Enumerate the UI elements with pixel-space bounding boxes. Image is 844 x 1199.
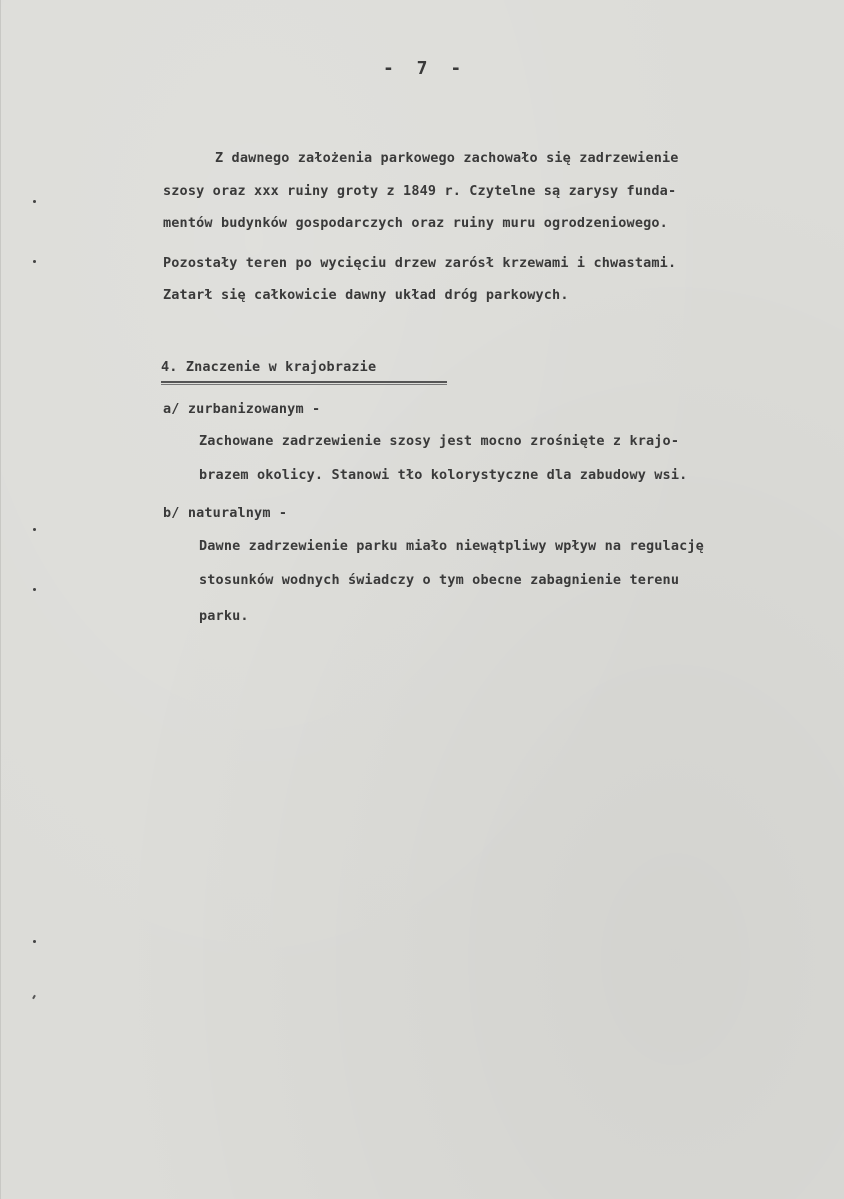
margin-speck <box>33 200 36 203</box>
section-heading: 4. Znaczenie w krajobrazie <box>161 359 377 375</box>
paragraph-line: Z dawnego założenia parkowego zachowało się zadrzewienie <box>215 150 679 166</box>
paragraph-line: szosy oraz xxx ruiny groty z 1849 r. Czytelne są zarysy funda- <box>163 183 677 199</box>
item-a-line: Zachowane zadrzewienie szosy jest mocno zrośnięte z krajo- <box>199 433 680 449</box>
item-b-line: stosunków wodnych świadczy o tym obecne zabagnienie terenu <box>199 572 680 588</box>
item-b-line: Dawne zadrzewienie parku miało niewątpliwy wpływ na regulację <box>199 538 704 554</box>
margin-speck <box>33 588 36 591</box>
heading-underline <box>161 381 447 383</box>
paragraph-line: Pozostały teren po wycięciu drzew zarósł krzewami i chwastami. <box>163 255 677 271</box>
heading-underline-second <box>161 384 447 385</box>
item-b-label: b/ naturalnym - <box>163 505 288 521</box>
margin-speck <box>33 528 36 531</box>
margin-speck <box>33 940 36 943</box>
margin-mark <box>32 995 36 999</box>
item-b-line: parku. <box>199 608 249 624</box>
margin-speck <box>33 260 36 263</box>
item-a-line: brazem okolicy. Stanowi tło kolorystyczne dla zabudowy wsi. <box>199 467 688 483</box>
item-a-label: a/ zurbanizowanym - <box>163 401 321 417</box>
paragraph-line: mentów budynków gospodarczych oraz ruiny muru ogrodzeniowego. <box>163 215 668 231</box>
paragraph-line: Zatarł się całkowicie dawny układ dróg parkowych. <box>163 287 569 303</box>
page-number: - 7 - <box>383 58 468 79</box>
